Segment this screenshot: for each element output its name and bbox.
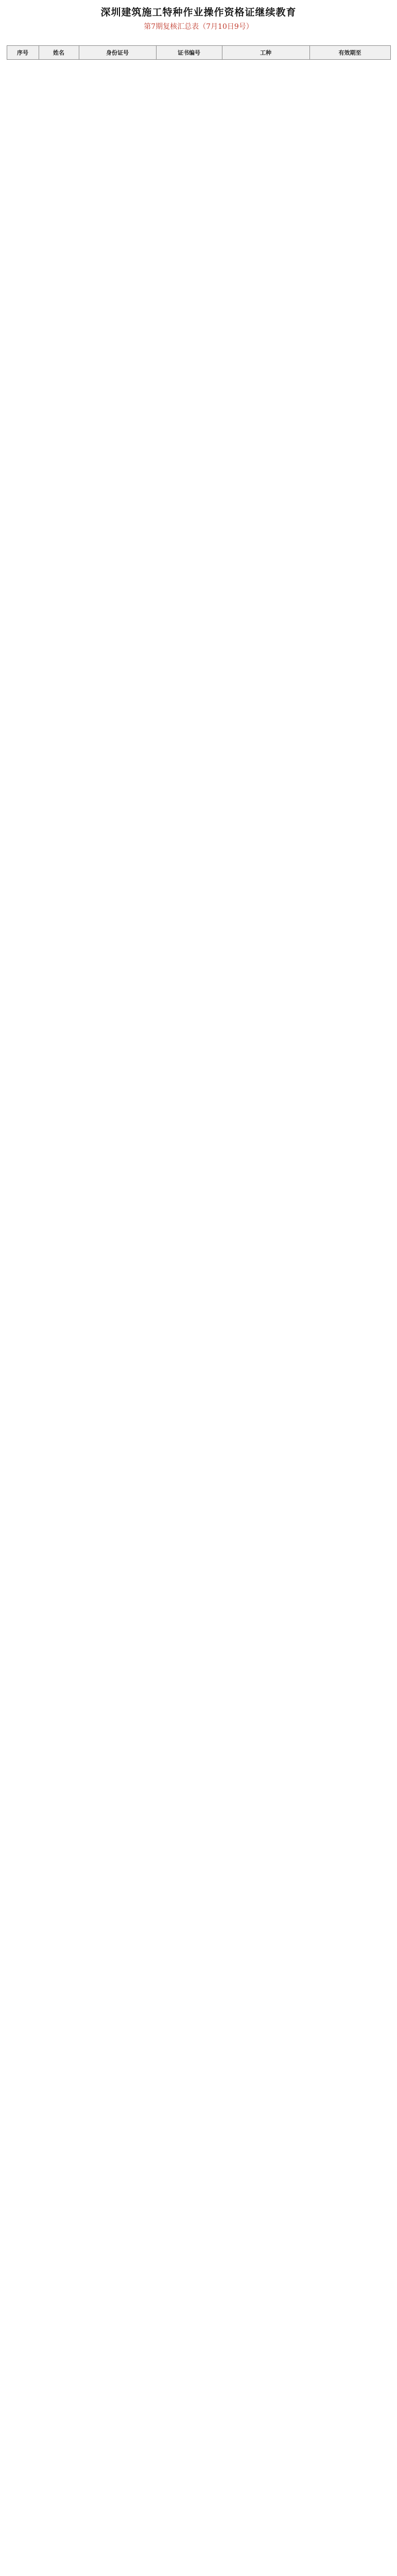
column-header-id-number: 身份证号: [79, 46, 156, 60]
column-header-index: 序号: [7, 46, 39, 60]
column-header-work-type: 工种: [222, 46, 309, 60]
table-header: [7, 46, 390, 60]
column-header-name: 姓名: [39, 46, 79, 60]
roster-table: [7, 45, 391, 60]
title-block: [0, 0, 397, 45]
header-row: [7, 46, 390, 60]
column-header-valid-until: 有效期至: [309, 46, 390, 60]
page-subtitle: 第7期复核汇总表（7月10日9号）: [144, 23, 253, 31]
page-title: 深圳建筑施工特种作业操作资格证继续教育: [100, 7, 297, 18]
column-header-certificate-number: 证书编号: [156, 46, 222, 60]
